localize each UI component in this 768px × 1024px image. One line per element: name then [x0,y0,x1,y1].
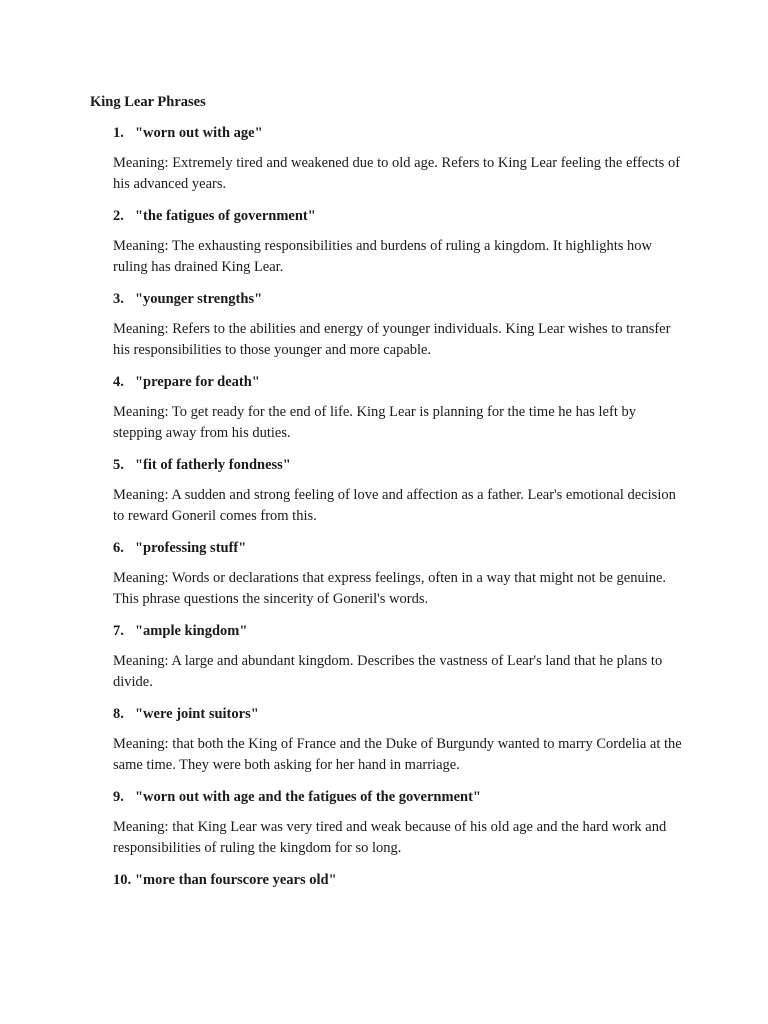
phrase-heading [113,123,683,143]
phrase-meaning: Meaning: A large and abundant kingdom. Describes the vastness of Lear's land that he plans to divide. [113,653,663,690]
phrase-meaning: Meaning: Refers to the abilities and energy of younger individuals. King Lear wishes to transfer his responsibilities to those younger and more capable. [113,321,671,358]
phrase-text: "fit of fatherly fondness" [135,457,291,473]
phrase-number: 3. [113,291,124,307]
phrase-number: 8. [113,706,124,722]
phrase-entry [113,455,683,527]
phrase-heading [113,289,683,309]
phrase-number: 1. [113,125,124,141]
phrase-meaning: Meaning: Words or declarations that express feelings, often in a way that might not be genuine. This phrase questions the sincerity of Goneril's words. [113,570,667,607]
phrase-text: "ample kingdom" [135,623,248,639]
phrase-meaning: Meaning: The exhausting responsibilities and burdens of ruling a kingdom. It highlights how ruling has drained King Lear. [113,238,652,275]
phrase-entry [113,123,683,195]
phrase-entry [113,787,683,859]
phrase-meaning: Meaning: Extremely tired and weakened due to old age. Refers to King Lear feeling the effects of his advanced years. [113,155,681,192]
phrase-text: "worn out with age and the fatigues of the government" [135,789,481,805]
phrase-number: 4. [113,374,124,390]
phrase-list [113,123,683,901]
phrase-entry [113,704,683,776]
phrase-number: 6. [113,540,124,556]
phrase-number: 10. [113,872,132,888]
phrase-text: "professing stuff" [135,540,247,556]
phrase-heading [113,455,683,475]
phrase-number: 5. [113,457,124,473]
phrase-text: "prepare for death" [135,374,260,390]
phrase-text: "more than fourscore years old" [135,872,337,888]
phrase-text: "worn out with age" [135,125,263,141]
phrase-heading [113,372,683,392]
phrase-text: "were joint suitors" [135,706,259,722]
phrase-entry [113,538,683,610]
phrase-number: 9. [113,789,124,805]
phrase-number: 2. [113,208,124,224]
phrase-meaning: Meaning: that King Lear was very tired and weak because of his old age and the hard work and responsibilities of ruling the kingdom for so long. [113,819,667,856]
phrase-meaning: Meaning: To get ready for the end of life. King Lear is planning for the time he has left by stepping away from his duties. [113,404,636,441]
phrase-entry [113,289,683,361]
phrase-heading [113,206,683,226]
document-title: King Lear Phrases [90,94,206,110]
phrase-meaning: Meaning: A sudden and strong feeling of love and affection as a father. Lear's emotional decision to reward Goneril comes from this. [113,487,676,524]
phrase-heading [113,538,683,558]
phrase-entry [113,870,683,890]
phrase-heading [113,787,683,807]
phrase-entry [113,206,683,278]
phrase-heading [113,621,683,641]
phrase-entry [113,372,683,444]
phrase-meaning: Meaning: that both the King of France and the Duke of Burgundy wanted to marry Cordelia at the same time. They were both asking for her hand in marriage. [113,736,682,773]
phrase-heading [113,704,683,724]
phrase-entry [113,621,683,693]
phrase-number: 7. [113,623,124,639]
phrase-text: "younger strengths" [135,291,263,307]
phrase-text: "the fatigues of government" [135,208,316,224]
phrase-heading [113,870,683,890]
